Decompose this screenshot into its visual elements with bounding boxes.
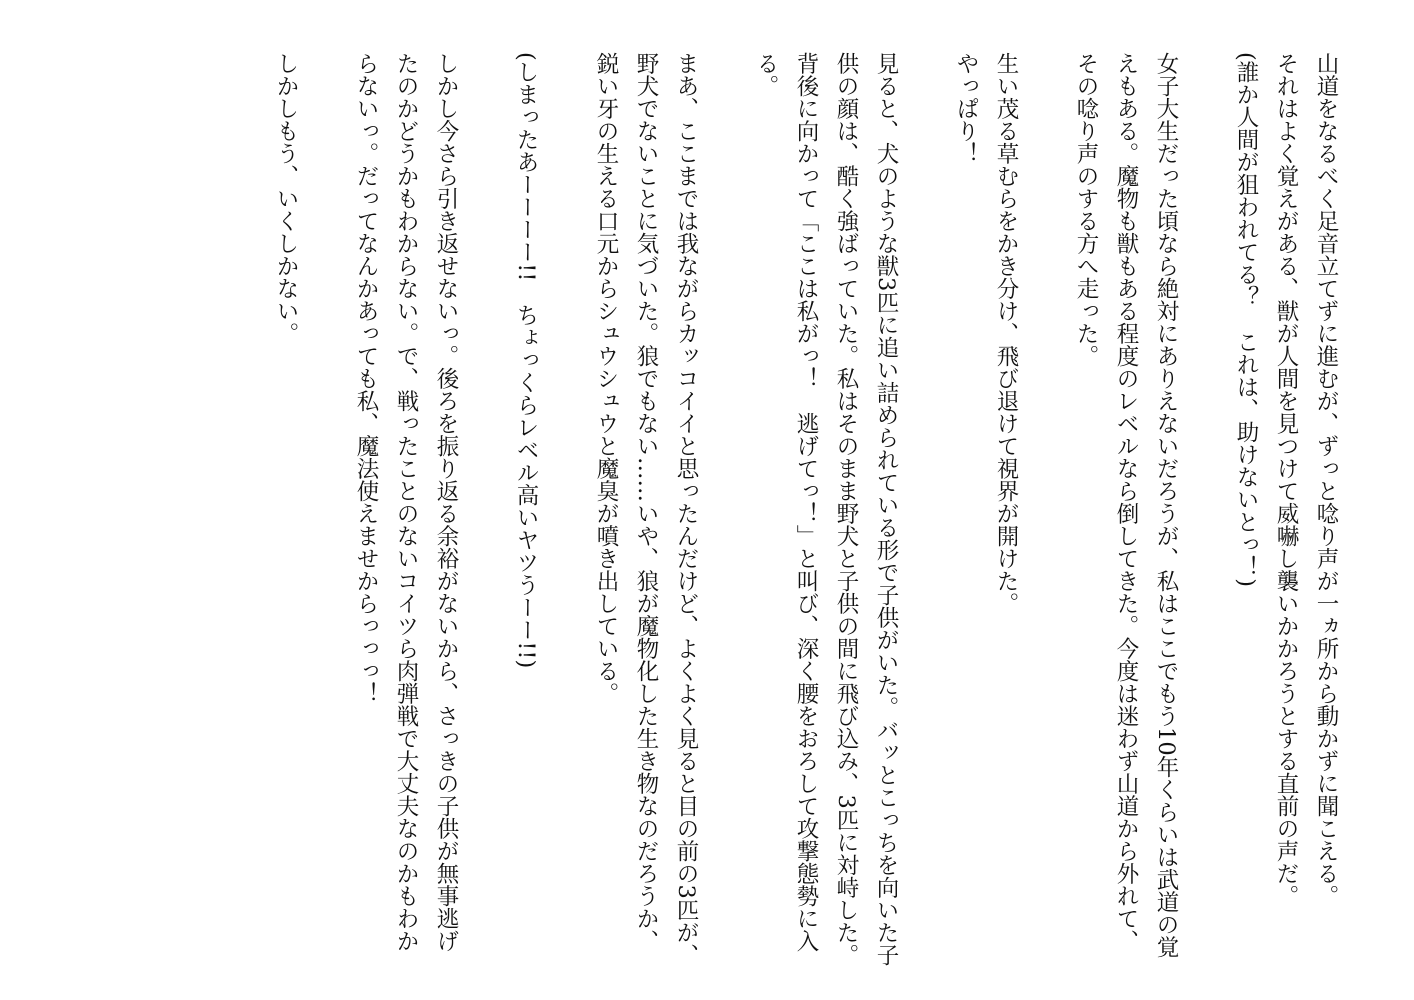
vertical-text-body xyxy=(56,52,1346,972)
blank-line xyxy=(466,52,506,972)
paragraph-11: しかしもう、いくしかない。 xyxy=(273,52,299,345)
blank-line xyxy=(1026,52,1066,972)
blank-line xyxy=(306,52,346,972)
paragraph-3: (誰か人間が狙われてる？ これは、助けないとっ！) xyxy=(1233,52,1259,588)
paragraph-10: しかし今さら引き返せないっ。後ろを振り返る余裕がないから、さっきの子供が無事逃げたのかどうかもわからない。で、戦ったことのないコイツら肉弾戦で大丈夫なのかもわからないっ。だってなんかあっても私、魔法使えませからっっっ！ xyxy=(353,52,459,952)
paragraph-8: まあ、ここまでは我ながらカッコイイと思ったんだけど、よくよく見ると目の前の3匹が、野犬でないことに気づいた。狼でもない……いや、狼が魔物化した生き物なのだろうか、鋭い牙の生える口元からシュウシュウと魔臭が噴き出している。 xyxy=(593,52,699,967)
paragraph-4: 女子大生だった頃なら絶対にありえないだろうが、私はここでもう10年くらいは武道の覚えもある。魔物も獣もある程度のレベルなら倒してきた。今度は迷わず山道から外れて、その唸り声のする方へ走った。 xyxy=(1073,52,1179,959)
paragraph-5: 生い茂る草むらをかき分け、飛び退けて視界が開けた。 xyxy=(993,52,1019,615)
blank-line xyxy=(706,52,746,972)
paragraph-6: やっぱり！ xyxy=(953,52,979,165)
blank-line xyxy=(546,52,586,972)
paragraph-7: 見ると、犬のような獣3匹に追い詰められている形で子供がいた。バッとこっちを向いた子供の顔は、酷く強ばっていた。私はそのまま野犬と子供の間に飛び込み、3匹に対峙した。背後に向かって「ここは私がっ！ 逃げてっ！」と叫び、深く腰をおろして攻撃態勢に入る。 xyxy=(753,52,899,967)
paragraph-1: 山道をなるべく足音立てずに進むが、ずっと唸り声が一ヵ所から動かずに聞こえる。 xyxy=(1313,52,1339,907)
blank-line xyxy=(1186,52,1226,972)
blank-line xyxy=(906,52,946,972)
paragraph-9: (しまったあーーーー!! ちょっくらレベル高いヤツうーー!!) xyxy=(513,52,539,669)
paragraph-2: それはよく覚えがある、獣が人間を見つけて威嚇し襲いかかろうとする直前の声だ。 xyxy=(1273,52,1299,907)
